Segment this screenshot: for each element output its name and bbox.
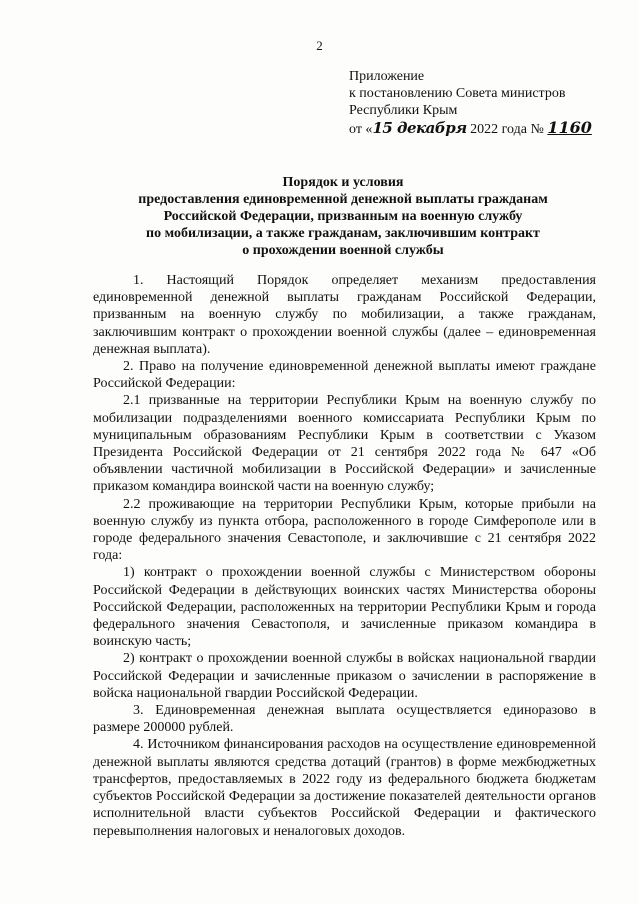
title-line-1: Порядок и условия — [282, 175, 404, 190]
appendix-label: Приложение — [349, 69, 425, 84]
appendix-resolution-line: к постановлению Совета министров — [349, 86, 566, 101]
date-suffix: 2022 года № — [470, 122, 544, 137]
handwritten-date: 15 декабря — [372, 119, 467, 137]
paragraph-2-2: 2.2 проживающие на территории Республики Крым, которые прибыли на военную службу из пункта отбора, расположенного в городе Симферополе или в городе федерального значения Севастополе, и заключившие с 21 сентября 2022 года: — [93, 496, 596, 564]
page-number: 2 — [316, 38, 323, 53]
title-line-4: по мобилизации, а также гражданам, заключившим контракт — [146, 226, 540, 241]
title-line-5: о прохождении военной службы — [242, 243, 444, 258]
paragraph-2-1: 2.1 призванные на территории Республики Крым на военную службу по мобилизации подразделениями военного комиссариата Республики Крым по муниципальным образованиям Республики Крым в соответствии с Указом Президента Российской Федерации от 21 сентября 2022 года № 647 «Об объявлении частичной мобилизации в Российской Федерации» и зачисленные приказом командира воинской части на военную службу; — [93, 393, 596, 495]
handwritten-number: 1160 — [547, 118, 592, 137]
paragraph-2-2-1: 1) контракт о прохождении военной службы с Министерством обороны Российской Федерации в действующих воинских частях Министерства обороны Российской Федерации, расположенных на территории Республики Крым и города федерального значения Севастополя, и зачисленные приказом командира в воинскую часть; — [93, 565, 596, 650]
date-prefix: от « — [349, 122, 373, 137]
paragraph-1: 1. Настоящий Порядок определяет механизм предоставления единовременной денежной выплаты гражданам Российской Федерации, призванным на военную службу по мобилизации, а также гражданам, заключившим контракт о прохождении военной службы (далее – единовременная денежная выплата). — [93, 273, 596, 357]
appendix-date-line — [349, 119, 592, 138]
appendix-republic-line: Республики Крым — [349, 103, 458, 118]
appendix-header — [349, 68, 592, 138]
paragraph-3: 3. Единовременная денежная выплата осуществляется единоразово в размере 200000 рублей. — [93, 703, 596, 736]
document-body — [93, 272, 596, 840]
paragraph-4: 4. Источником финансирования расходов на осуществление единовременной денежной выплаты являются средства дотаций (грантов) в форме межбюджетных трансфертов, предоставляемых в 2022 году из федерального бюджета бюджетам субъектов Российской Федерации за достижение показателей деятельности органов исполнительной власти субъектов Российской Федерации и фактического перевыполнения налоговых и неналоговых доходов. — [93, 737, 596, 839]
document-title — [90, 174, 596, 259]
paragraph-2: 2. Право на получение единовременной денежной выплаты имеют граждане Российской Федерации: — [93, 359, 596, 392]
paragraph-2-2-2: 2) контракт о прохождении военной службы в войсках национальной гвардии Российской Федерации и зачисленные приказом о зачислении в распоряжение в войска национальной гвардии Российской Федерации. — [93, 651, 596, 701]
title-line-3: Российской Федерации, призванным на военную службу — [163, 209, 523, 224]
title-line-2: предоставления единовременной денежной выплаты гражданам — [138, 192, 548, 207]
